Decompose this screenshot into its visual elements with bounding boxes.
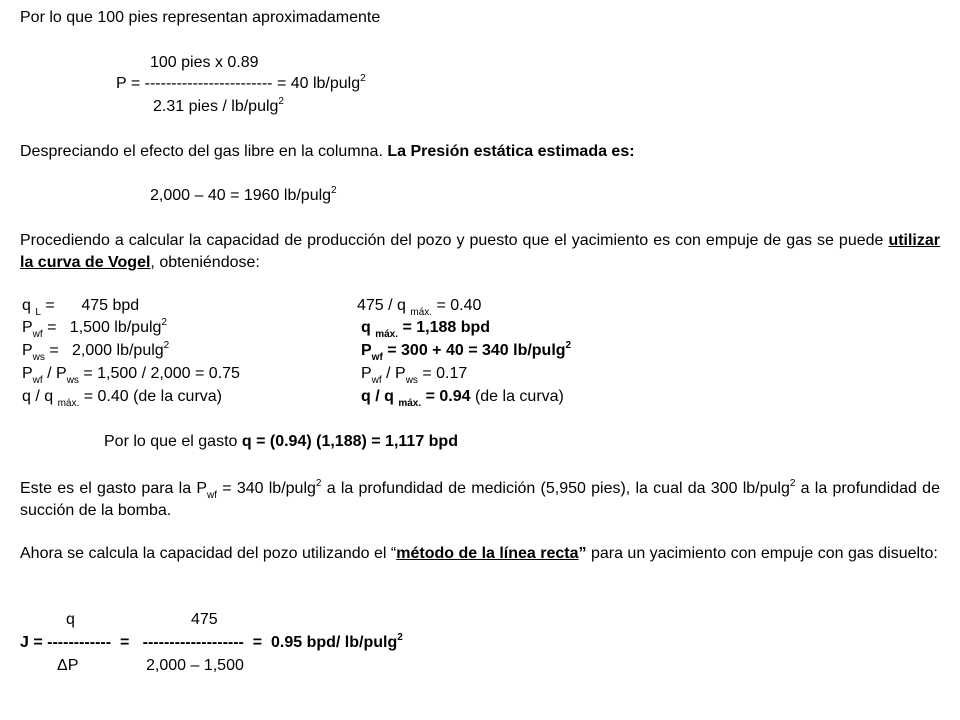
static-pressure-line: Despreciando el efecto del gas libre en la columna. La Presión estática estimada es:	[20, 143, 635, 160]
formula2-num-value: 475	[191, 611, 218, 628]
formula2-den-dp: ΔP	[57, 657, 79, 674]
este-paragraph: Este es el gasto para la $P_{wf} = 340$ lb/pulg$^2$ a la profundidad de medición (5,950 pies), la cual da 300 lb/pulg$^2$ a la profundidad de succión de la bomba.	[20, 477, 940, 519]
gasto-line: Por lo que el gasto q = (0.94) (1,188) = 1,117 bpd	[104, 433, 458, 450]
right-row-4: $P_{wf} / P_{ws} = 0.17$	[361, 365, 468, 387]
vogel-paragraph: Procediendo a calcular la capacidad de producción del pozo y puesto que el yacimiento es con empuje de gas se puede utilizar la curva de Vogel, obteniéndose:	[20, 232, 940, 271]
formula1-denominator: 2.31 pies / lb/pulg$^2$	[153, 95, 284, 115]
ahora-paragraph: Ahora se calcula la capacidad del pozo utilizando el “método de la línea recta” para un yacimiento con empuje con gas disuelto:	[20, 545, 938, 562]
left-row-3: $P_{ws} = 2,000$ lb/pulg$^2$	[22, 339, 170, 364]
left-row-2: $P_{wf} = 1,500$ lb/pulg$^2$	[22, 316, 167, 341]
formula1-line: P = ------------------------ = 40 lb/pulg$^2$	[116, 72, 366, 92]
formula2-den-value: 2,000 – 1,500	[146, 657, 244, 674]
intro-line: Por lo que 100 pies representan aproximadamente	[20, 9, 381, 26]
left-row-4: $P_{wf} / P_{ws} = 1,500 / 2,000 = 0.75$	[22, 365, 240, 387]
left-row-1: q $_L$ = 475 bpd	[22, 297, 140, 319]
formula2-num-q: q	[66, 611, 75, 628]
static-pressure-calc: 2,000 – 40 = 1960 lb/pulg$^2$	[150, 184, 337, 204]
right-row-2: q $_{máx.}$ = 1,188 bpd	[361, 319, 491, 341]
right-row-3: $P_{wf} = 300 + 40 = 340$ lb/pulg$^2$	[361, 339, 572, 364]
formula1-numerator: 100 pies x 0.89	[150, 54, 259, 71]
right-row-5: q / q $_{máx.}$ = 0.94 (de la curva)	[361, 388, 564, 410]
right-row-1: 475 / q $_{máx.}$ = 0.40	[357, 297, 482, 319]
left-row-5: q / q $_{máx.}$ = 0.40 (de la curva)	[22, 388, 222, 410]
formula2-line: J = ------------ = ------------------- = 0.95 bpd/ lb/pulg$^2$	[20, 631, 403, 651]
